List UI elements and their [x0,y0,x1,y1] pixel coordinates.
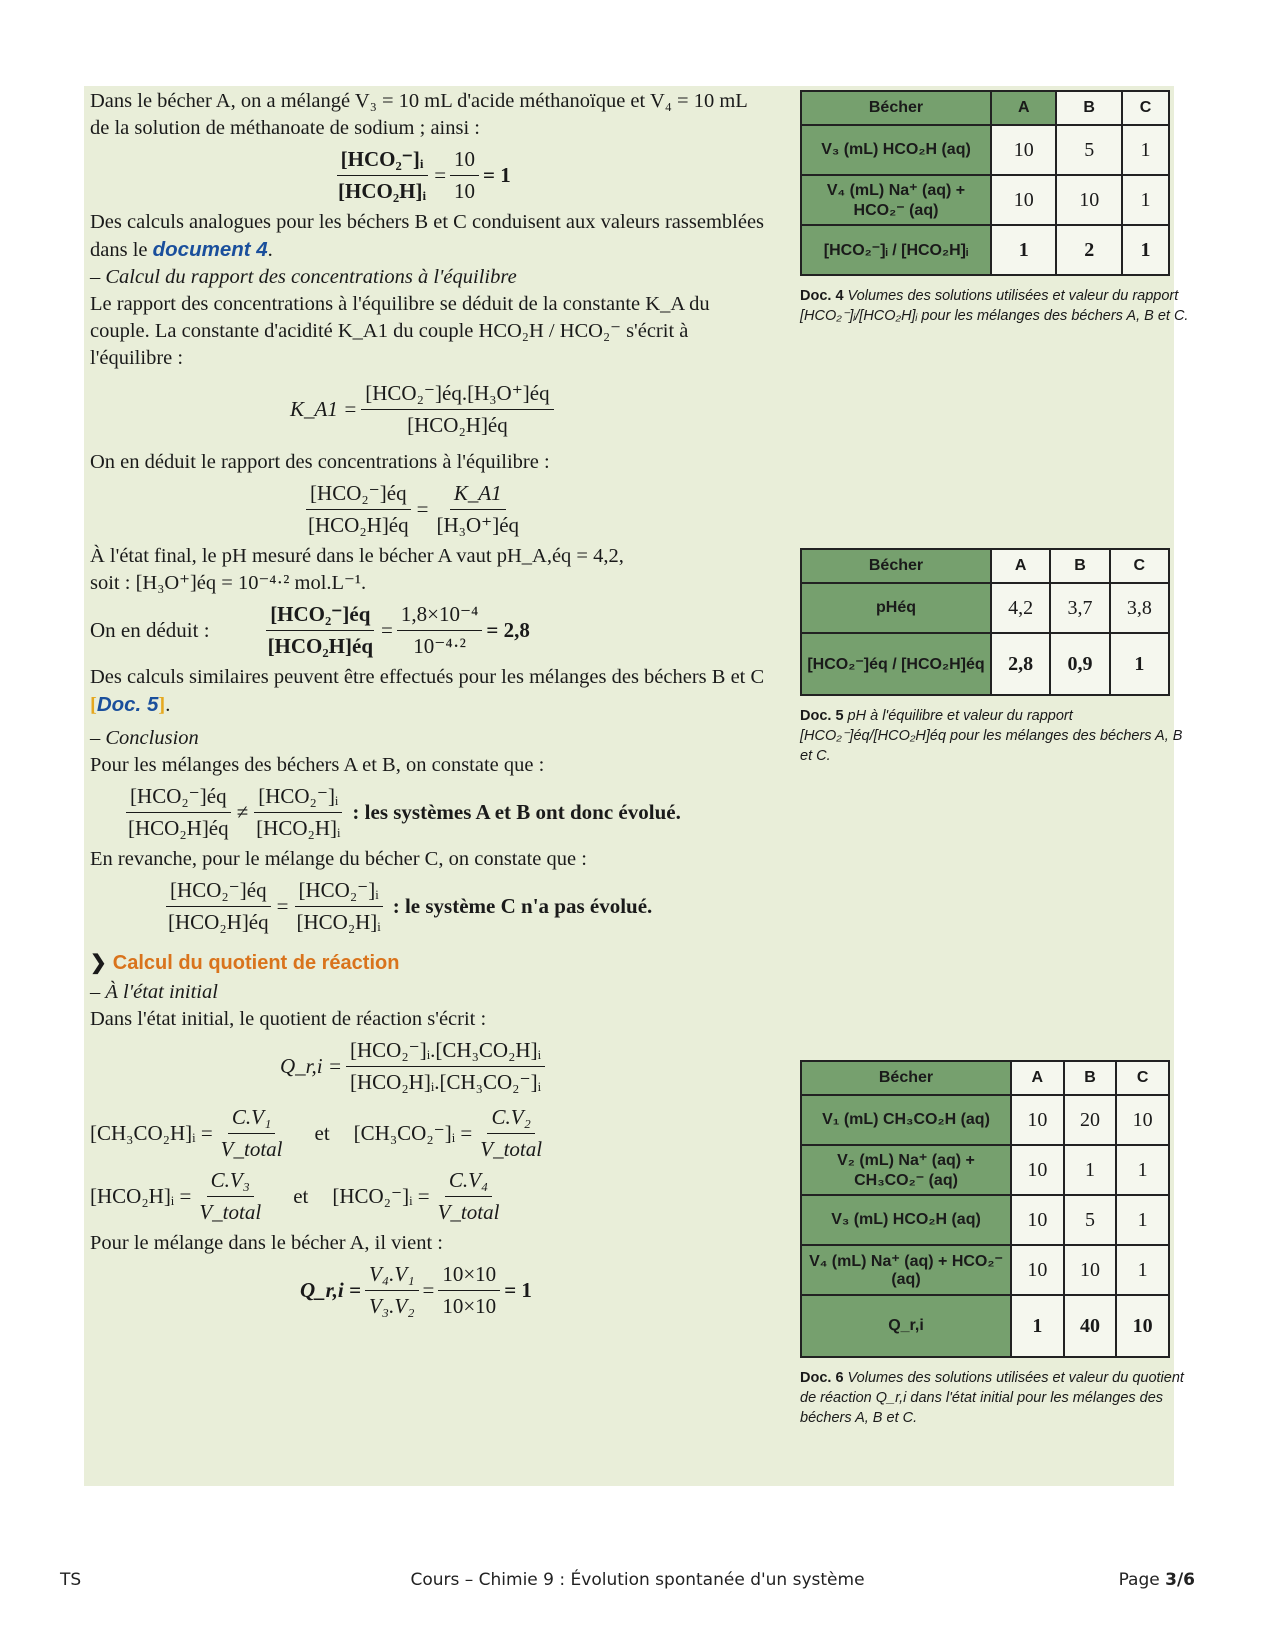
quotient-a-equation: Q_r,i = $\frac{\text{V₄.V₁}}{\text{V₃.V₂}}$ = $\frac{10\times 10}{10\times 10}$ = 1 [300,1262,532,1318]
conclusion-subtitle: – Conclusion [90,727,199,749]
doc-5-table [800,548,1170,696]
concentration-v3-v4-equations: [HCO₂H]ᵢ = $\frac{\text{C.V₃}}{\text{V\_total}}$ et [HCO₂⁻]ᵢ = $\frac{\text{C.V₄}}{\text{V\_total}}$ [90,1168,500,1224]
intro-paragraph: Dans le bécher A, on a mélangé V₃ = 10 mL d'acide méthanoïque et V₄ = 10 mL de la solution de méthanoate de sodium ; ainsi : [90,90,748,139]
footer-page-number: Page 3/6 [1118,1570,1195,1590]
quotient-heading: ❯ Calcul du quotient de réaction [90,952,400,974]
table-row: [HCO₂⁻]éq / [HCO₂H]éq 2,8 0,9 1 [801,633,1169,695]
quotient-equation: Q_r,i = $\frac{\text{[HCO₂⁻]ᵢ.[CH₃CO₂H]ᵢ}}{\text{[HCO₂H]ᵢ.[CH₃CO₂⁻]ᵢ}}$ [280,1037,770,1096]
table-row: V₃ (mL) HCO₂H (aq) 10 5 1 [801,125,1169,175]
table-row: Bécher A B C [801,1061,1169,1095]
bechera-text: Pour le mélange dans le bécher A, il vient : [90,1232,443,1254]
concentration-equation: On en déduit : $\frac{\text{[HCO₂⁻]éq}}{\text{[HCO₂H]éq}}$ = $\frac{\text{1,8×10⁻⁴}}{\text{10⁻⁴·²}}$ = 2,8 [90,602,530,658]
similaires-paragraph: Des calculs similaires peuvent être effectués pour les mélanges des béchers B et C [Doc. 5]. [90,666,765,716]
table-row: Q_r,i 1 40 10 [801,1295,1169,1357]
equilibre-subtitle: – Calcul du rapport des concentrations à l'équilibre [90,266,517,288]
doc-5-caption: Doc. 5 pH à l'équilibre et valeur du rapport [HCO₂⁻]éq/[HCO₂H]éq pour les mélanges des béchers A, B et C. [800,708,1183,764]
chevron-right-icon: ❯ [90,952,107,974]
conclusion-ab-equation: $\frac{\text{[HCO₂⁻]éq}}{\text{[HCO₂H]éq}}$ ≠ $\frac{\text{[HCO₂⁻]ᵢ}}{\text{[HCO₂H]ᵢ}}$ : les systèmes A et B ont donc évolué. [128,784,681,840]
doc-6-caption: Doc. 6 Volumes des solutions utilisées et valeur du quotient de réaction Q_r,i dans l'état initial pour les mélanges des béchers A, B et C. [800,1370,1184,1426]
conclusion-c-equation: $\frac{\text{[HCO₂⁻]éq}}{\text{[HCO₂H]éq}}$ = $\frac{\text{[HCO₂⁻]ᵢ}}{\text{[HCO₂H]ᵢ}}$ : le système C n'a pas évolué. [168,878,653,934]
doc-6-table [800,1060,1170,1358]
table-row: V₄ (mL) Na⁺ (aq) + HCO₂⁻ (aq) 10 10 1 [801,175,1169,225]
table-row: V₃ (mL) HCO₂H (aq) 10 5 1 [801,1195,1169,1245]
footer-center: Cours – Chimie 9 : Évolution spontanée d'un système [410,1570,865,1590]
ph-paragraph: À l'état final, le pH mesuré dans le bécher A vaut pH_A,éq = 4,2, [90,545,624,567]
doc-4-caption: Doc. 4 Volumes des solutions utilisées et valeur du rapport [HCO₂⁻]ᵢ/[HCO₂H]ᵢ pour les mélanges des béchers A, B et C. [800,288,1189,324]
document-4-link[interactable]: document 4 [152,238,268,261]
table-row: [HCO₂⁻]ᵢ / [HCO₂H]ᵢ 1 2 1 [801,225,1169,275]
analogues-paragraph: Des calculs analogues pour les béchers B et C conduisent aux valeurs rassemblées dans le document 4. [90,211,765,261]
doc-6-block [800,1060,1185,1428]
doc-5-link[interactable]: Doc. 5 [96,693,159,716]
table-row: pHéq 4,2 3,7 3,8 [801,583,1169,633]
ka-equation: K_A1 = $\frac{\text{[HCO₂⁻]éq.[H₃O⁺]éq}}{\text{[HCO₂H]éq}}$ [290,380,770,439]
equilibre-paragraph: Le rapport des concentrations à l'équilibre se déduit de la constante K_A du couple. La constante d'acidité K_A1 du couple HCO₂H / HCO₂⁻ s'écrit à l'équilibre : [90,293,710,369]
intro-equation: $\frac{\text{[HCO₂⁻]ᵢ}}{\text{[HCO₂H]ᵢ}}$ = $\frac{10}{10}$ = 1 [338,147,511,203]
conclusion-ab-text: Pour les mélanges des béchers A et B, on constate que : [90,754,545,776]
table-row: Bécher A B C [801,549,1169,583]
table-row: Bécher A B C [801,91,1169,125]
table-row: V₄ (mL) Na⁺ (aq) + HCO₂⁻ (aq) 10 10 1 [801,1245,1169,1295]
doc-5-block [800,548,1185,766]
doc-4-block [800,90,1189,326]
soit-paragraph: soit : [H₃O⁺]éq = 10⁻⁴·² mol.L⁻¹. [90,572,367,594]
table-row: V₂ (mL) Na⁺ (aq) + CH₃CO₂⁻ (aq) 10 1 1 [801,1145,1169,1195]
ratio-equation: $\frac{\text{[HCO₂⁻]éq}}{\text{[HCO₂H]éq}}$ = $\frac{K\_A1}{\text{[H₃O⁺]éq}}$ [308,481,520,537]
conclusion-c-text: En revanche, pour le mélange du bécher C, on constate que : [90,848,587,870]
deduit-paragraph: On en déduit le rapport des concentrations à l'équilibre : [90,451,550,473]
concentration-v1-v2-equations: [CH₃CO₂H]ᵢ = $\frac{\text{C.V₁}}{\text{V\_total}}$ et [CH₃CO₂⁻]ᵢ = $\frac{\text{C.V₂}}{\text{V\_total}}$ [90,1105,543,1161]
footer-left: TS [60,1570,82,1590]
doc-4-table [800,90,1170,276]
quotient-text: Dans l'état initial, le quotient de réaction s'écrit : [90,1008,487,1030]
quotient-subtitle: – À l'état initial [90,981,218,1003]
table-row: V₁ (mL) CH₃CO₂H (aq) 10 20 10 [801,1095,1169,1145]
main-text-column [90,88,770,1324]
